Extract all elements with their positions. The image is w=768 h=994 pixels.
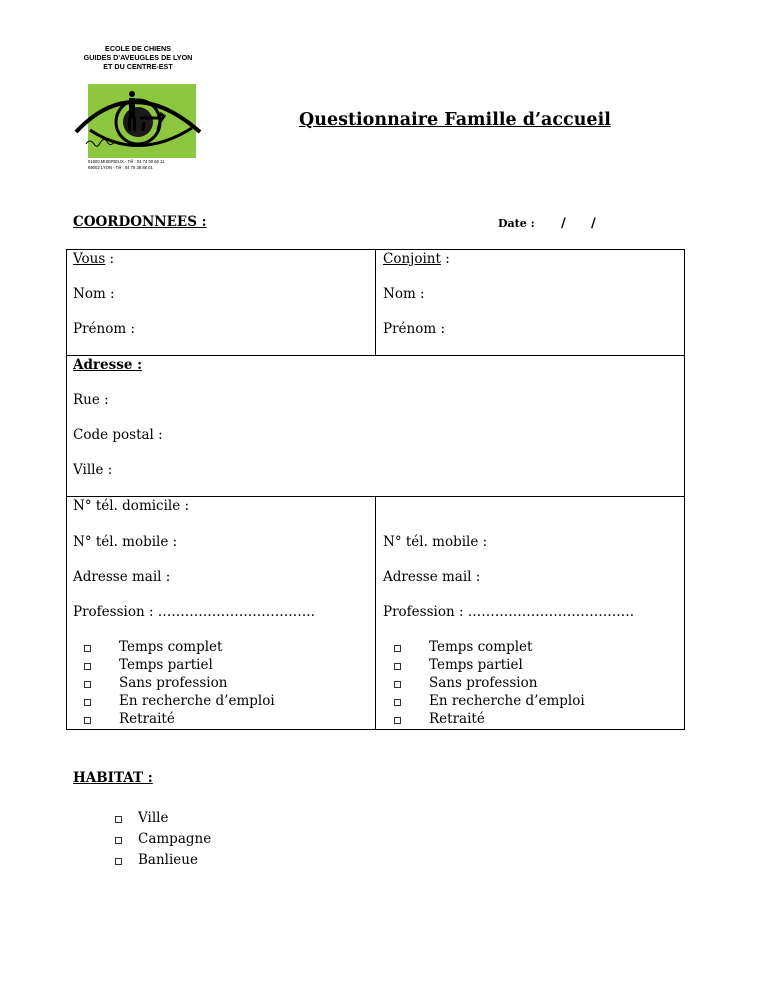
mail-label-left: Adresse mail : — [73, 569, 171, 585]
checkbox-temps-partiel-left[interactable] — [84, 663, 91, 670]
profession-label-right: Profession : ………………………………. — [383, 604, 635, 620]
option-label: Sans profession — [119, 675, 228, 691]
vous-prenom-label: Prénom : — [73, 321, 135, 337]
code-postal-label: Code postal : — [73, 427, 163, 443]
habitat-heading: HABITAT : — [73, 770, 153, 786]
tel-mobile-label-right: N° tél. mobile : — [383, 534, 488, 550]
checkbox-habitat-ville[interactable] — [115, 816, 122, 823]
option-label: Retraité — [119, 711, 175, 727]
profession-label-left: Profession : …………………………….. — [73, 604, 315, 620]
habitat-option-banlieue: Banlieue — [138, 852, 198, 868]
checkbox-retraite-right[interactable] — [394, 717, 401, 724]
logo-line-1: ECOLE DE CHIENS — [105, 44, 171, 53]
vous-nom-label: Nom : — [73, 286, 115, 302]
checkbox-sans-profession-right[interactable] — [394, 681, 401, 688]
option-label: En recherche d’emploi — [119, 693, 275, 709]
option-label: En recherche d’emploi — [429, 693, 585, 709]
checkbox-temps-complet-left[interactable] — [84, 645, 91, 652]
checkbox-temps-complet-right[interactable] — [394, 645, 401, 652]
date-separator-1: / — [561, 216, 566, 231]
option-label: Retraité — [429, 711, 485, 727]
conjoint-prenom-label: Prénom : — [383, 321, 445, 337]
ville-label: Ville : — [73, 462, 113, 478]
divider-vertical-bottom — [375, 496, 376, 729]
conjoint-nom-label: Nom : — [383, 286, 425, 302]
mail-label-right: Adresse mail : — [383, 569, 481, 585]
checkbox-habitat-campagne[interactable] — [115, 837, 122, 844]
logo-address-2: 69002 LYON - Tél : 04 78 38 88 01 — [88, 165, 153, 170]
option-label: Sans profession — [429, 675, 538, 691]
rue-label: Rue : — [73, 392, 109, 408]
logo-line-3: ET DU CENTRE-EST — [103, 62, 173, 71]
option-label: Temps partiel — [429, 657, 523, 673]
checkbox-recherche-emploi-right[interactable] — [394, 699, 401, 706]
option-label: Temps complet — [429, 639, 533, 655]
date-separator-2: / — [591, 216, 596, 231]
logo-line-2: GUIDES D'AVEUGLES DE LYON — [83, 53, 193, 62]
habitat-option-campagne: Campagne — [138, 831, 212, 847]
option-label: Temps complet — [119, 639, 223, 655]
coordonnees-table — [66, 249, 685, 730]
checkbox-recherche-emploi-left[interactable] — [84, 699, 91, 706]
conjoint-heading: Conjoint : — [383, 251, 450, 267]
logo-address-1: 01600 MISERIEUX - Tél : 04 74 00 60 11 — [88, 159, 165, 164]
vous-heading: Vous : — [73, 251, 115, 267]
checkbox-temps-partiel-right[interactable] — [394, 663, 401, 670]
coordonnees-heading: COORDONNEES : — [73, 214, 207, 230]
tel-domicile-label: N° tél. domicile : — [73, 498, 190, 514]
date-label: Date : — [498, 217, 535, 230]
checkbox-retraite-left[interactable] — [84, 717, 91, 724]
checkbox-sans-profession-left[interactable] — [84, 681, 91, 688]
option-label: Temps partiel — [119, 657, 213, 673]
eye-guide-dog-icon — [72, 44, 204, 176]
divider-after-names — [67, 355, 684, 356]
tel-mobile-label-left: N° tél. mobile : — [73, 534, 178, 550]
adresse-heading: Adresse : — [73, 357, 143, 373]
page-title: Questionnaire Famille d’accueil — [299, 110, 611, 130]
checkbox-habitat-banlieue[interactable] — [115, 858, 122, 865]
habitat-option-ville: Ville — [138, 810, 169, 826]
divider-vertical-top — [375, 250, 376, 355]
school-logo — [72, 44, 204, 176]
